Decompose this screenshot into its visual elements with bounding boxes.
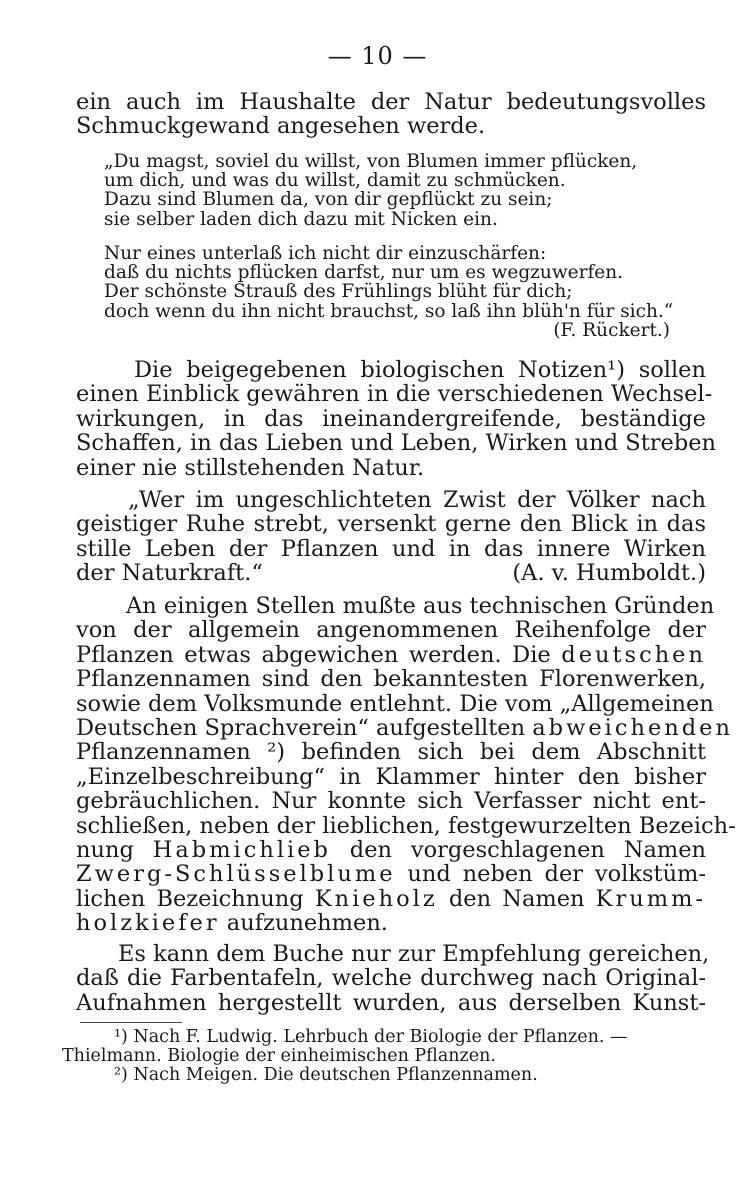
text-run: den Namen — [437, 885, 596, 912]
poem-line: daß du nichts pflücken darfst, nur um es wegzuwerfen. — [104, 262, 624, 284]
poem-line: „Du magst, soviel du willst, von Blumen immer pflücken, — [104, 151, 638, 172]
poem-line: Nur eines unterlaß ich nicht dir einzuschärfen: — [104, 243, 547, 264]
text-line: wirkungen, in das ineinandergreifende, beständige — [76, 405, 706, 432]
poem-line: um dich, und was du willst, damit zu schmücken. — [104, 170, 566, 192]
text-line: Schmuckgewand angesehen werde. — [76, 113, 486, 140]
text-run: nung — [76, 837, 153, 864]
text-line — [76, 643, 706, 667]
text-line: stille Leben der Pflanzen und in das innere Wirken — [76, 535, 706, 562]
text-line: Pflanzennamen ²) befinden sich bei dem Abschnitt — [76, 739, 706, 766]
poem-stanza-2 — [104, 243, 674, 341]
footnote-divider — [80, 1022, 182, 1023]
text-line: An einigen Stellen mußte aus technischen Gründen — [126, 593, 715, 619]
text-run: Pflanzen etwas abgewichen werden. Die — [76, 641, 562, 668]
poem-line: Der schönste Strauß des Frühlings blüht für dich; — [104, 281, 573, 303]
poem-line: doch wenn du ihn nicht brauchst, so laß ihn blüh'n für sich.“ — [104, 300, 674, 322]
text-run: und neben der volkstüm- — [395, 861, 706, 888]
footnotes — [62, 1028, 698, 1085]
text-line: „Einzelbeschreibung“ in Klammer hinter den bisher — [76, 763, 706, 790]
text-line — [76, 715, 733, 742]
quote-attribution: (A. v. Humboldt.) — [512, 560, 706, 587]
text-line: sowie dem Volksmunde entlehnt. Die vom „Allgemeinen — [76, 690, 714, 717]
text-line: geistiger Ruhe strebt, versenkt gerne den Blick in das — [76, 511, 706, 538]
humboldt-quote — [76, 488, 706, 586]
page-number: — 10 — — [327, 42, 428, 70]
text-line: Schaffen, in das Lieben und Leben, Wirken und Streben — [76, 430, 717, 457]
quote-last-line: der Naturkraft.“ — [76, 560, 263, 587]
color-plates-paragraph — [76, 941, 710, 1016]
spaced-emphasis: Knieholz — [314, 885, 438, 912]
footnote-2: ²) Nach Meigen. Die deutschen Pflanzennamen. — [114, 1065, 538, 1085]
text-line — [76, 911, 706, 935]
text-line: von der allgemein angenommenen Reihenfolge der — [76, 617, 706, 644]
text-run: aufzunehmen. — [219, 910, 388, 937]
text-line — [76, 862, 706, 886]
poem-line: Dazu sind Blumen da, von dir gepflückt zu sein; — [104, 189, 553, 211]
text-line: einen Einblick gewähren in die verschiedenen Wechsel- — [76, 381, 713, 408]
text-line: schließen, neben der lieblichen, festgewurzelten Bezeich- — [76, 812, 736, 839]
text-line: Es kann dem Buche nur zur Empfehlung gereichen, — [118, 941, 710, 967]
text-line: Die beigegebenen biologischen Notizen¹) sollen — [134, 357, 706, 383]
text-line — [76, 561, 706, 585]
footnote-1: ¹) Nach F. Ludwig. Lehrbuch der Biologie der Pflanzen. — — [114, 1027, 628, 1047]
poem-attribution: (F. Rückert.) — [553, 319, 670, 341]
text-line: einer nie stillstehenden Natur. — [76, 454, 425, 481]
text-line: Pflanzennamen sind den bekanntesten Florenwerken, — [76, 666, 706, 693]
intro-paragraph — [76, 90, 706, 139]
biology-notes-paragraph — [76, 357, 717, 481]
spaced-emphasis: abweichenden — [532, 715, 733, 742]
text-line — [76, 887, 706, 911]
spaced-emphasis: deutschen — [561, 641, 706, 668]
text-run: den vorgeschlagenen Namen — [330, 837, 706, 864]
text-line: daß die Farbentafeln, welche durchweg nach Original- — [76, 965, 706, 992]
text-run: Deutschen Sprachverein“ aufgestellten — [76, 715, 533, 742]
poem-stanza-1 — [104, 152, 670, 229]
spaced-emphasis: holzkiefer — [76, 910, 220, 937]
spaced-emphasis: Krumm- — [595, 885, 707, 912]
text-line — [76, 838, 706, 862]
text-run: lichen Bezeichnung — [76, 885, 315, 912]
text-line: Aufnahmen hergestellt wurden, aus derselben Kunst- — [76, 989, 706, 1016]
poem-line: sie selber laden dich dazu mit Nicken ein. — [104, 208, 498, 230]
text-line: gebräuchlichen. Nur konnte sich Verfasser nicht ent- — [76, 788, 706, 815]
text-line: „Wer im ungeschlichteten Zwist der Völker nach — [128, 487, 706, 513]
footnote-1-continued: Thielmann. Biologie der einheimischen Pflanzen. — [62, 1046, 496, 1066]
plant-names-paragraph — [76, 593, 736, 937]
spaced-emphasis: Zwerg-Schlüsselblume — [76, 861, 396, 888]
spaced-emphasis: Habmichlieb — [152, 837, 331, 864]
text-line: ein auch im Haushalte der Natur bedeutungsvolles — [76, 89, 706, 115]
